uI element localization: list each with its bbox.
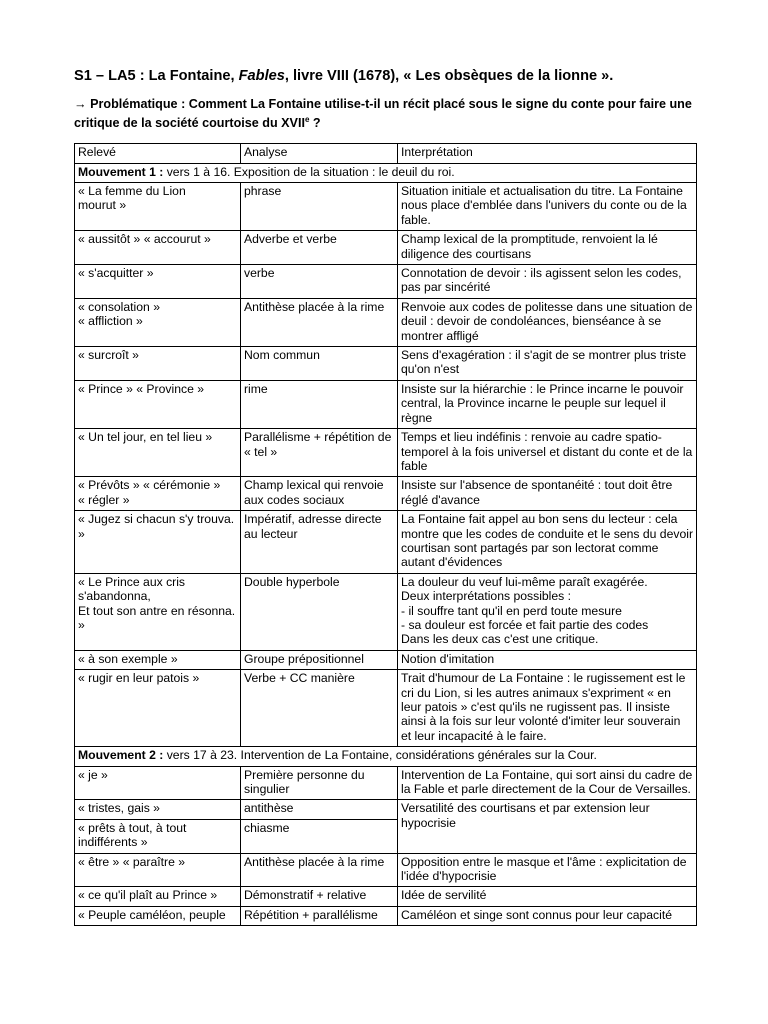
cell-releve: « Jugez si chacun s'y trouva. » bbox=[75, 511, 241, 574]
cell-releve: « Le Prince aux cris s'abandonna, Et tout son antre en résonna. » bbox=[75, 573, 241, 650]
movement-1-text: vers 1 à 16. Exposition de la situation : le deuil du roi. bbox=[163, 164, 455, 179]
problematique-end: ? bbox=[309, 116, 321, 131]
header-analyse: Analyse bbox=[241, 144, 398, 163]
cell-analyse: Champ lexical qui renvoie aux codes sociaux bbox=[241, 477, 398, 511]
cell-interpretation: Situation initiale et actualisation du titre. La Fontaine nous place d'emblée dans l'univers du conte ou de la fable. bbox=[398, 183, 697, 231]
cell-interpretation: Insiste sur l'absence de spontanéité : tout doit être réglé d'avance bbox=[398, 477, 697, 511]
table-row bbox=[75, 800, 697, 819]
table-header-row bbox=[75, 144, 697, 163]
header-releve: Relevé bbox=[75, 144, 241, 163]
table-row bbox=[75, 429, 697, 477]
cell-releve: « Peuple caméléon, peuple bbox=[75, 906, 241, 925]
cell-analyse: phrase bbox=[241, 183, 398, 231]
cell-interpretation: Opposition entre le masque et l'âme : explicitation de l'idée d'hypocrisie bbox=[398, 853, 697, 887]
cell-interpretation: Champ lexical de la promptitude, renvoient la lé diligence des courtisans bbox=[398, 231, 697, 265]
cell-analyse: Parallélisme + répétition de « tel » bbox=[241, 429, 398, 477]
table-row bbox=[75, 298, 697, 346]
table-row bbox=[75, 511, 697, 574]
table-row bbox=[75, 477, 697, 511]
cell-releve: « je » bbox=[75, 766, 241, 800]
cell-releve: « surcroît » bbox=[75, 347, 241, 381]
cell-analyse: Première personne du singulier bbox=[241, 766, 398, 800]
cell-interpretation: Connotation de devoir : ils agissent selon les codes, pas par sincérité bbox=[398, 265, 697, 299]
cell-interpretation: Temps et lieu indéfinis : renvoie au cadre spatio-temporel à la fois universel et distant du conte et de la fable bbox=[398, 429, 697, 477]
movement-2-rows bbox=[75, 853, 697, 926]
cell-releve: « La femme du Lion mourut » bbox=[75, 183, 241, 231]
cell-analyse: verbe bbox=[241, 265, 398, 299]
document-page bbox=[74, 66, 696, 926]
problematique-sup: e bbox=[304, 115, 310, 124]
cell-interpretation: La Fontaine fait appel au bon sens du lecteur : cela montre que les codes de conduite et le sens du devoir courtisan sont partagés par son lectorat comme autant d'évidences bbox=[398, 511, 697, 574]
cell-interpretation: Insiste sur la hiérarchie : le Prince incarne le pouvoir central, la Province incarne le peuple sur lequel il règne bbox=[398, 380, 697, 428]
table-row bbox=[75, 183, 697, 231]
table-row bbox=[75, 231, 697, 265]
cell-releve: « être » « paraître » bbox=[75, 853, 241, 887]
table-row bbox=[75, 380, 697, 428]
cell-interpretation: Renvoie aux codes de politesse dans une situation de deuil : devoir de condoléances, bienséance à se montrer affligé bbox=[398, 298, 697, 346]
analysis-table bbox=[74, 143, 697, 926]
problematique-text: → Problématique : Comment La Fontaine utilise-t-il un récit placé sous le signe du conte pour faire une critique de la société courtoise du XVII bbox=[74, 97, 692, 131]
movement-1-label: Mouvement 1 : bbox=[78, 164, 164, 179]
cell-analyse: Impératif, adresse directe au lecteur bbox=[241, 511, 398, 574]
table-row bbox=[75, 347, 697, 381]
cell-interpretation: Notion d'imitation bbox=[398, 650, 697, 669]
cell-analyse: Groupe prépositionnel bbox=[241, 650, 398, 669]
cell-releve: « aussitôt » « accourut » bbox=[75, 231, 241, 265]
cell-analyse: Démonstratif + relative bbox=[241, 887, 398, 906]
cell-interpretation: Intervention de La Fontaine, qui sort ainsi du cadre de la Fable et parle directement de la Cour de Versailles. bbox=[398, 766, 697, 800]
table-row bbox=[75, 265, 697, 299]
cell-interpretation: Trait d'humour de La Fontaine : le rugissement est le cri du Lion, si les autres animaux s'expriment « en leur patois » c'est qu'ils ne rugissent pas. Il insiste ainsi à la fois sur leur volonté d'imiter leur souverain et leur incapacité à le faire. bbox=[398, 670, 697, 747]
cell-releve: « Prince » « Province » bbox=[75, 380, 241, 428]
table-row bbox=[75, 573, 697, 650]
cell-releve: « à son exemple » bbox=[75, 650, 241, 669]
cell-analyse: antithèse bbox=[241, 800, 398, 819]
movement-2-text: vers 17 à 23. Intervention de La Fontaine, considérations générales sur la Cour. bbox=[163, 748, 597, 763]
cell-analyse: Double hyperbole bbox=[241, 573, 398, 650]
movement-2-cell bbox=[75, 747, 697, 766]
cell-analyse: Adverbe et verbe bbox=[241, 231, 398, 265]
cell-releve: « prêts à tout, à tout indifférents » bbox=[75, 819, 241, 853]
cell-releve: « consolation » « affliction » bbox=[75, 298, 241, 346]
table-row bbox=[75, 670, 697, 747]
table-row bbox=[75, 906, 697, 925]
table-row bbox=[75, 766, 697, 800]
movement-2-label: Mouvement 2 : bbox=[78, 748, 164, 763]
title-suffix: , livre VIII (1678), « Les obsèques de la lionne ». bbox=[284, 68, 614, 84]
cell-interpretation: La douleur du veuf lui-même paraît exagérée. Deux interprétations possibles : - il souffre tant qu'il en perd toute mesure - sa douleur est forcée et fait partie des codes Dans les deux cas c'est une critique. bbox=[398, 573, 697, 650]
movement-2-row bbox=[75, 747, 697, 766]
cell-interpretation: Versatilité des courtisans et par extension leur hypocrisie bbox=[398, 800, 697, 853]
cell-interpretation: Idée de servilité bbox=[398, 887, 697, 906]
cell-releve: « Prévôts » « cérémonie » « régler » bbox=[75, 477, 241, 511]
movement-1-row bbox=[75, 163, 697, 182]
table-row bbox=[75, 887, 697, 906]
movement-1-rows bbox=[75, 183, 697, 747]
cell-analyse: Antithèse placée à la rime bbox=[241, 853, 398, 887]
cell-releve: « Un tel jour, en tel lieu » bbox=[75, 429, 241, 477]
cell-releve: « ce qu'il plaît au Prince » bbox=[75, 887, 241, 906]
cell-analyse: rime bbox=[241, 380, 398, 428]
cell-analyse: Répétition + parallélisme bbox=[241, 906, 398, 925]
cell-interpretation: Caméléon et singe sont connus pour leur capacité bbox=[398, 906, 697, 925]
cell-releve: « s'acquitter » bbox=[75, 265, 241, 299]
cell-analyse: Nom commun bbox=[241, 347, 398, 381]
table-row bbox=[75, 853, 697, 887]
title-work: Fables bbox=[238, 68, 285, 84]
cell-interpretation: Sens d'exagération : il s'agit de se montrer plus triste qu'on n'est bbox=[398, 347, 697, 381]
cell-analyse: chiasme bbox=[241, 819, 398, 853]
header-interpretation: Interprétation bbox=[398, 144, 697, 163]
problematique bbox=[74, 96, 696, 131]
table-row bbox=[75, 650, 697, 669]
page-title bbox=[74, 66, 696, 86]
movement-1-cell bbox=[75, 163, 697, 182]
cell-analyse: Verbe + CC manière bbox=[241, 670, 398, 747]
cell-releve: « rugir en leur patois » bbox=[75, 670, 241, 747]
title-prefix: S1 – LA5 : La Fontaine, bbox=[74, 68, 239, 84]
cell-releve: « tristes, gais » bbox=[75, 800, 241, 819]
cell-analyse: Antithèse placée à la rime bbox=[241, 298, 398, 346]
